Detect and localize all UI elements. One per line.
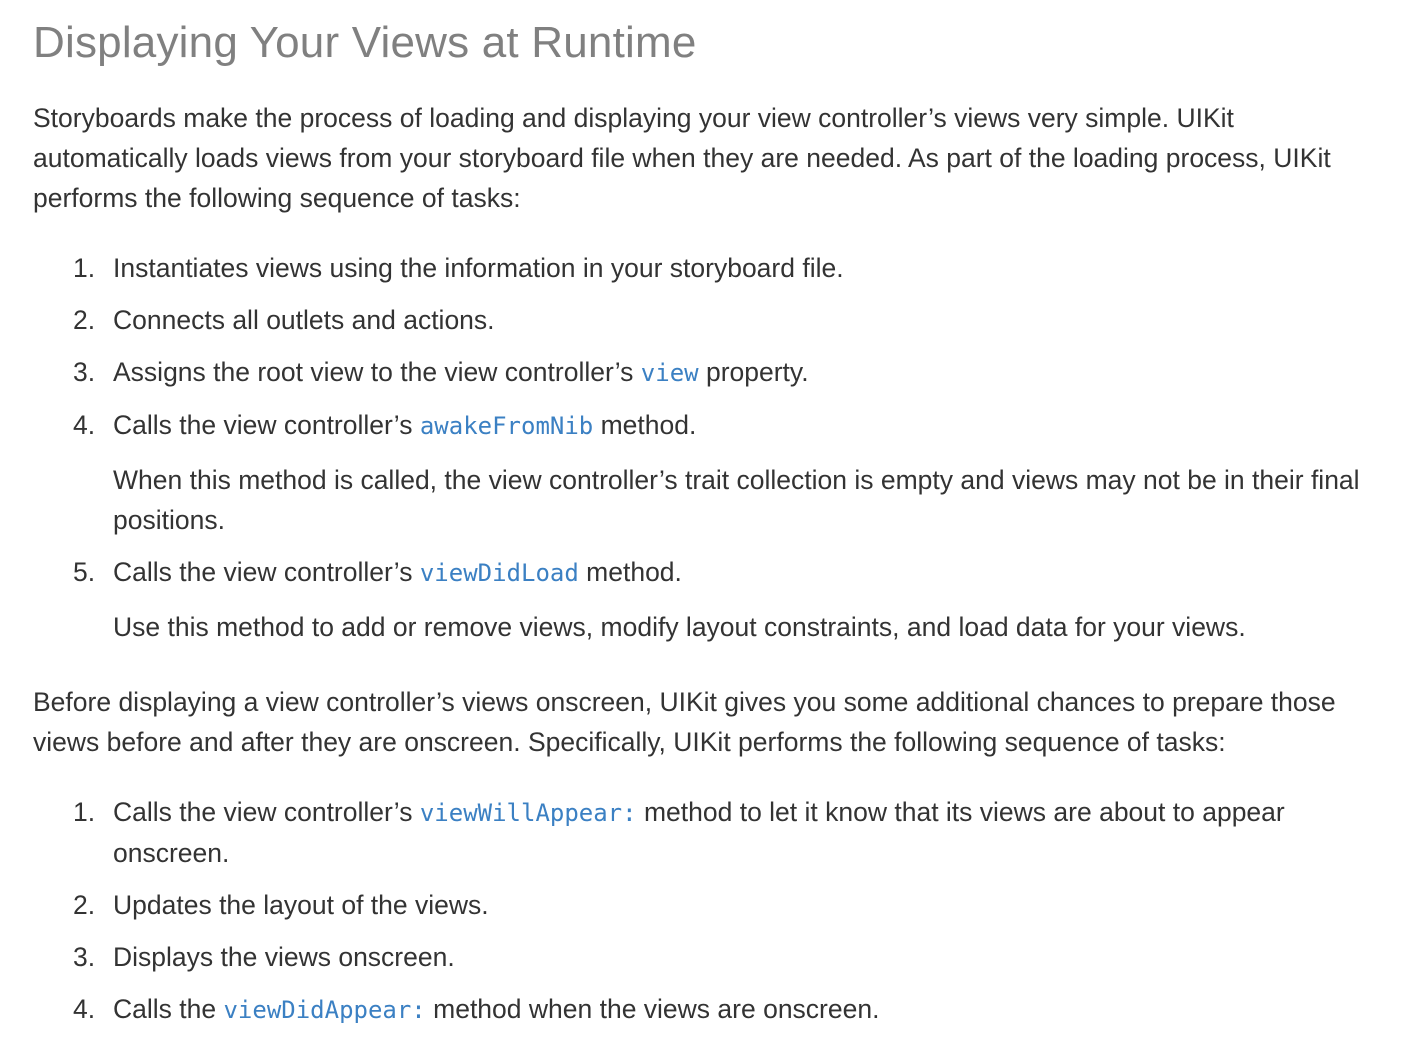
- list-item-text: method when the views are onscreen.: [425, 994, 880, 1024]
- list-item-text: method.: [578, 557, 682, 587]
- list-number: 3.: [73, 942, 96, 972]
- before-display-paragraph: Before displaying a view controller’s views onscreen, UIKit gives you some additional chances to prepare those views before and after they are onscreen. Specifically, UIKit performs the following sequence of tasks:: [33, 687, 1336, 757]
- list-number: 2.: [73, 890, 96, 920]
- list-item-text: Calls the view controller’s: [113, 797, 420, 827]
- list-item: [33, 248, 1393, 288]
- api-link-awake-from-nib[interactable]: awakeFromNib: [419, 412, 594, 440]
- list-item-text: Displays the views onscreen.: [113, 942, 455, 972]
- list-item-note: When this method is called, the view controller’s trait collection is empty and views may not be in their final positions.: [113, 465, 1360, 535]
- list-number: 4.: [73, 410, 96, 440]
- loading-steps-list: [33, 248, 1393, 659]
- list-item: [33, 405, 1393, 540]
- api-link-view[interactable]: view: [640, 359, 699, 387]
- list-number: 2.: [73, 305, 96, 335]
- list-item: [33, 885, 1393, 925]
- appear-steps-list: [33, 792, 1393, 1042]
- list-item: [33, 937, 1393, 977]
- list-item-text: Calls the: [113, 994, 224, 1024]
- list-item: [33, 552, 1393, 647]
- list-number: 3.: [73, 357, 96, 387]
- intro-paragraph: Storyboards make the process of loading and displaying your view controller’s views very simple. UIKit automatically loads views from your storyboard file when they are needed. As part of the loading process, UIKit performs the following sequence of tasks:: [33, 103, 1331, 213]
- list-number: 4.: [73, 994, 96, 1024]
- list-item-text: Connects all outlets and actions.: [113, 305, 495, 335]
- page-title: Displaying Your Views at Runtime: [33, 18, 697, 67]
- list-item: [33, 989, 1393, 1030]
- list-item-text: Calls the view controller’s: [113, 557, 420, 587]
- list-item-text: Assigns the root view to the view controller’s: [113, 357, 641, 387]
- api-link-view-did-appear[interactable]: viewDidAppear:: [223, 996, 426, 1024]
- list-item: [33, 352, 1393, 393]
- list-item-text: Instantiates views using the information in your storyboard file.: [113, 253, 844, 283]
- list-number: 1.: [73, 253, 96, 283]
- list-number: 1.: [73, 797, 96, 827]
- list-item-text: method.: [593, 410, 697, 440]
- list-item-text: Updates the layout of the views.: [113, 890, 489, 920]
- list-item-note: Use this method to add or remove views, modify layout constraints, and load data for your views.: [113, 612, 1246, 642]
- api-link-view-will-appear[interactable]: viewWillAppear:: [419, 799, 637, 827]
- list-number: 5.: [73, 557, 96, 587]
- list-item-text: property.: [698, 357, 809, 387]
- list-item-text: method to let it know that its views are about to appear onscreen.: [113, 797, 1285, 868]
- list-item: [33, 792, 1393, 873]
- list-item: [33, 300, 1393, 340]
- api-link-view-did-load[interactable]: viewDidLoad: [419, 559, 579, 587]
- list-item-text: Calls the view controller’s: [113, 410, 420, 440]
